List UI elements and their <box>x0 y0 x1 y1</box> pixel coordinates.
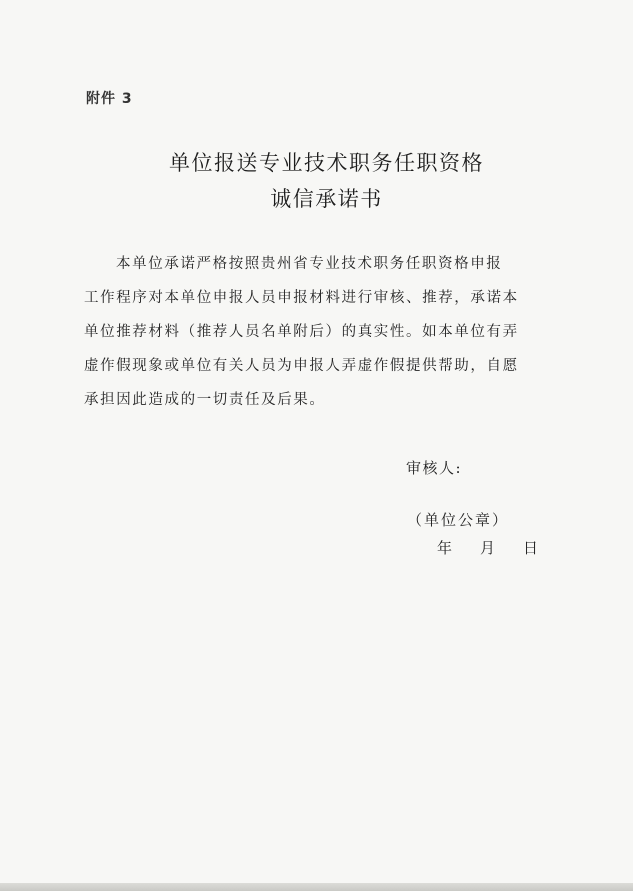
scan-bottom-edge <box>0 883 633 891</box>
date-year: 年 <box>437 539 453 557</box>
document-title-line-1: 单位报送专业技术职务任职资格 <box>169 151 484 175</box>
body-line: 本单位承诺严格按照贵州省专业技术职务任职资格申报 <box>116 256 503 272</box>
commitment-body <box>84 247 531 417</box>
body-line: 单位推荐材料（推荐人员名单附后）的真实性。如本单位有弄 <box>84 324 519 340</box>
attachment-label: 附件 3 <box>86 91 133 107</box>
unit-seal-label: （单位公章） <box>407 511 510 529</box>
reviewer-label: 审核人: <box>406 459 463 477</box>
body-line: 工作程序对本单位申报人员申报材料进行审核、推荐，承诺本 <box>84 290 519 306</box>
document-title-line-2: 诚信承诺书 <box>270 187 383 211</box>
date-month: 月 <box>480 539 496 557</box>
date-line <box>437 537 538 558</box>
body-line: 虚作假现象或单位有关人员为申报人弄虚作假提供帮助，自愿 <box>84 358 519 374</box>
body-line: 承担因此造成的一切责任及后果。 <box>84 392 326 408</box>
date-day: 日 <box>523 539 539 557</box>
